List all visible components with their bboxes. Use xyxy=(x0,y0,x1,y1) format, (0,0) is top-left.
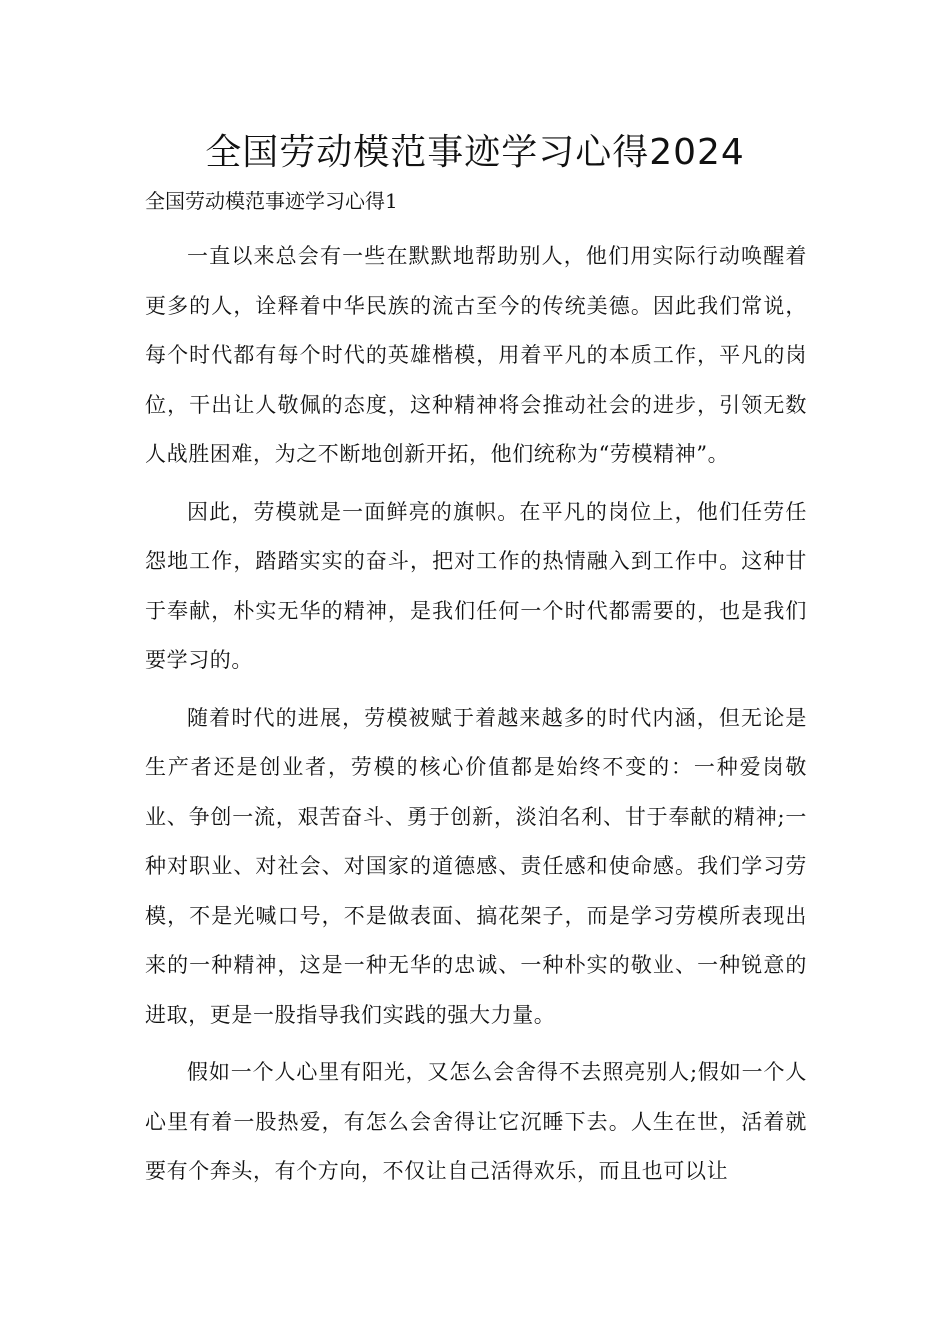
paragraph-2: 因此，劳模就是一面鲜亮的旗帜。在平凡的岗位上，他们任劳任怨地工作，踏踏实实的奋斗，把对工作的热情融入到工作中。这种甘于奉献，朴实无华的精神，是我们任何一个时代都需要的，也是我们要学习的。 xyxy=(145,499,807,672)
document-title: 全国劳动模范事迹学习心得2024 xyxy=(205,132,745,173)
paragraph-1: 一直以来总会有一些在默默地帮助别人，他们用实际行动唤醒着更多的人，诠释着中华民族的流古至今的传统美德。因此我们常说，每个时代都有每个时代的英雄楷模，用着平凡的本质工作，平凡的岗位，干出让人敬佩的态度，这种精神将会推动社会的进步，引领无数人战胜困难，为之不断地创新开拓，他们统称为“劳模精神”。 xyxy=(145,244,807,466)
paragraph-3: 随着时代的进展，劳模被赋于着越来越多的时代内涵，但无论是生产者还是创业者，劳模的核心价值都是始终不变的：一种爱岗敬业、争创一流，艰苦奋斗、勇于创新，淡泊名利、甘于奉献的精神;一种对职业、对社会、对国家的道德感、责任感和使命感。我们学习劳模，不是光喊口号，不是做表面、搞花架子，而是学习劳模所表现出来的一种精神，这是一种无华的忠诚、一种朴实的敬业、一种锐意的进取，更是一股指导我们实践的强大力量。 xyxy=(145,705,807,1027)
section-heading: 全国劳动模范事迹学习心得1 xyxy=(145,189,398,213)
paragraph-4: 假如一个人心里有阳光，又怎么会舍得不去照亮别人;假如一个人心里有着一股热爱，有怎么会舍得让它沉睡下去。人生在世，活着就要有个奔头，有个方向，不仅让自己活得欢乐，而且也可以让 xyxy=(145,1060,807,1183)
document-body xyxy=(145,232,807,1205)
